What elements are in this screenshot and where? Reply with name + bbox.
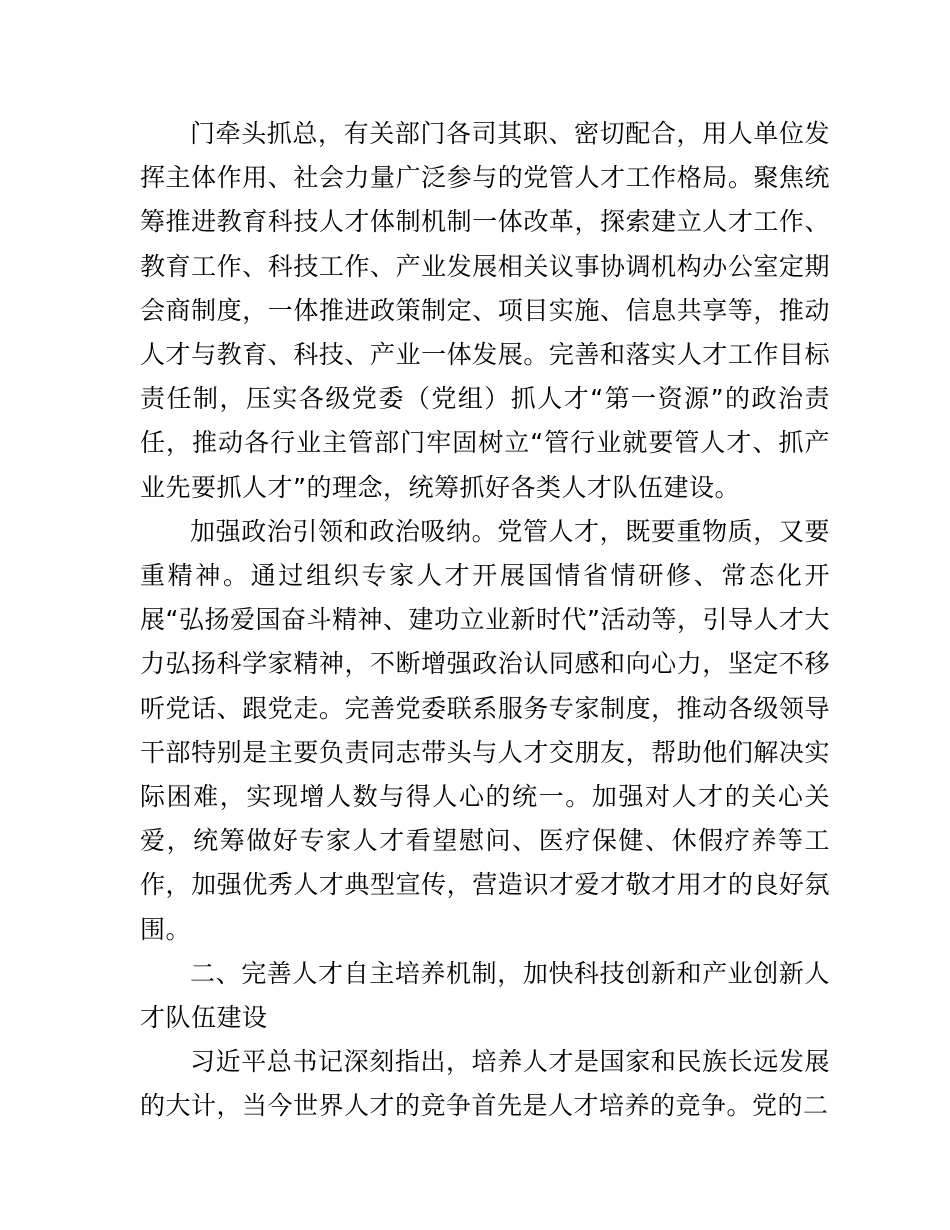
section-heading-talent-cultivation: 二、完善人才自主培养机制，加快科技创新和产业创新人才队伍建设 [140,958,830,1033]
paragraph-xi-quote-talent-cultivation: 习近平总书记深刻指出，培养人才是国家和民族长远发展的大计，当今世界人才的竞争首先是人才培养的竞争。党的二 [140,1047,830,1121]
paragraph-party-talent-work-pattern: 门牵头抓总，有关部门各司其职、密切配合，用人单位发挥主体作用、社会力量广泛参与的党管人才工作格局。聚焦统筹推进教育科技人才体制机制一体改革，探索建立人才工作、教育工作、科技工作、产业发展相关议事协调机构办公室定期会商制度，一体推进政策制定、项目实施、信息共享等，推动人才与教育、科技、产业一体发展。完善和落实人才工作目标责任制，压实各级党委（党组）抓人才“第一资源”的政治责任，推动各行业主管部门牢固树立“管行业就要管人才、抓产业先要抓人才”的理念，统筹抓好各类人才队伍建设。 [140,119,830,502]
paragraph-political-guidance: 加强政治引领和政治吸纳。党管人才，既要重物质，又要重精神。通过组织专家人才开展国情省情研修、常态化开展“弘扬爱国奋斗精神、建功立业新时代”活动等，引导人才大力弘扬科学家精神，不断增强政治认同感和向心力，坚定不移听党话、跟党走。完善党委联系服务专家制度，推动各级领导干部特别是主要负责同志带头与人才交朋友，帮助他们解决实际困难，实现增人数与得人心的统一。加强对人才的关心关爱，统筹做好专家人才看望慰问、医疗保健、休假疗养等工作，加强优秀人才典型宣传，营造识才爱才敬才用才的良好氛围。 [140,516,830,944]
document-body [140,112,830,1129]
